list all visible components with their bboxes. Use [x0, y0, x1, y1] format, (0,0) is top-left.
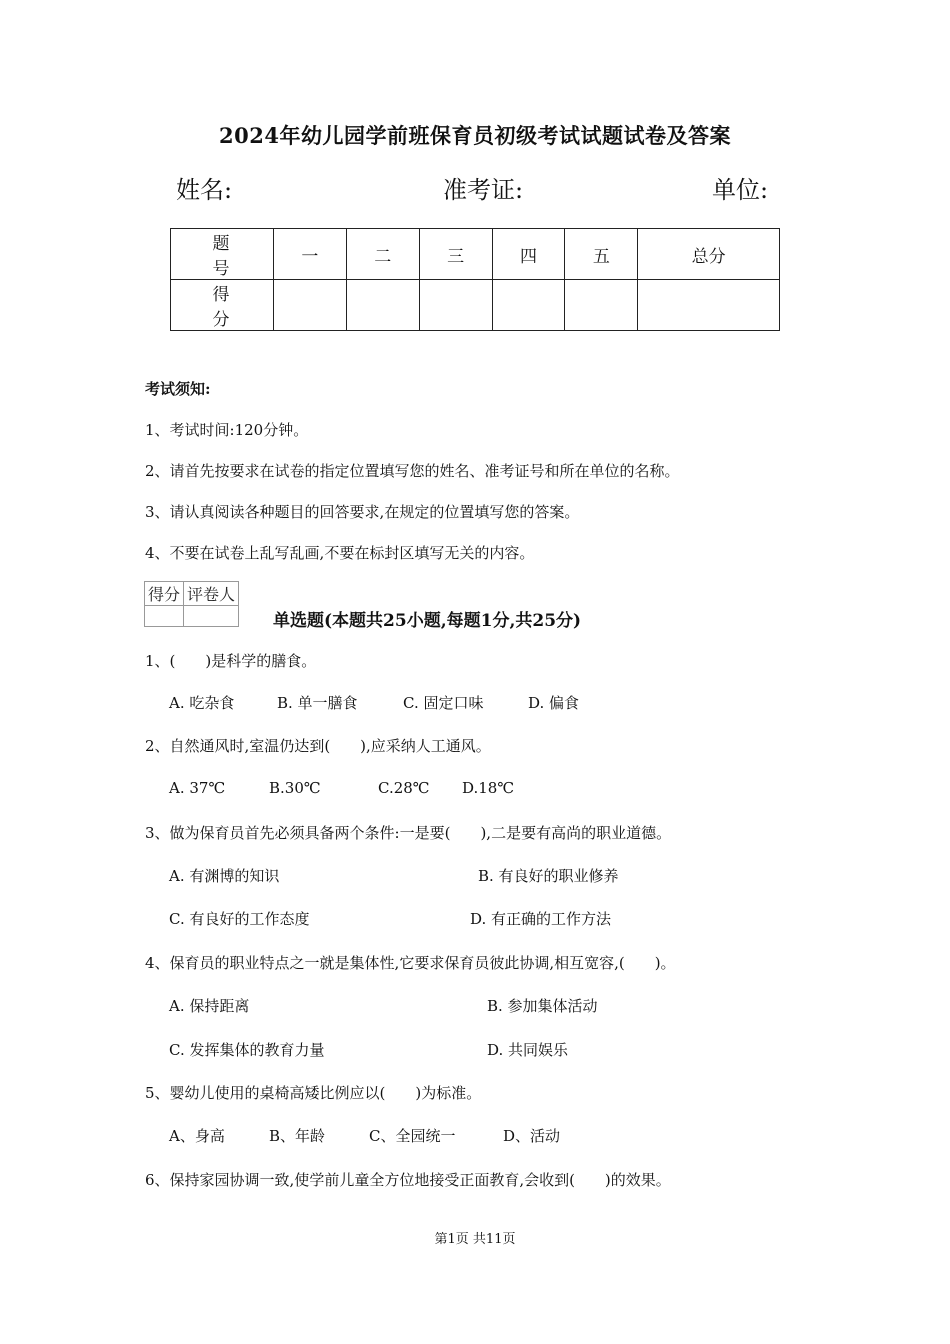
grader-reviewer-label: 评卷人 — [184, 582, 239, 606]
question-option: C. 发挥集体的教育力量 — [169, 1041, 325, 1059]
question-option: B. 单一膳食 — [277, 694, 358, 712]
score-table-header-cell: 总分 — [638, 229, 780, 280]
question-option: C、全园统一 — [369, 1127, 456, 1145]
question-option: A. 37℃ — [169, 779, 226, 797]
notice-item: 3、请认真阅读各种题目的回答要求,在规定的位置填写您的答案。 — [145, 503, 580, 521]
score-cell[interactable] — [274, 280, 347, 331]
score-table-header-cell: 五 — [565, 229, 638, 280]
question-text: 1、( )是科学的膳食。 — [145, 652, 317, 670]
question-text: 4、保育员的职业特点之一就是集体性,它要求保育员彼此协调,相互宽容,( )。 — [145, 954, 676, 972]
notice-title: 考试须知: — [145, 380, 211, 398]
question-option: B、年龄 — [269, 1127, 326, 1145]
question-option: D、活动 — [503, 1127, 561, 1145]
question-option: B. 有良好的职业修养 — [478, 867, 619, 885]
score-table-header-cell: 三 — [419, 229, 492, 280]
question-option: B. 参加集体活动 — [487, 997, 598, 1015]
question-text: 6、保持家园协调一致,使学前儿童全方位地接受正面教育,会收到( )的效果。 — [145, 1171, 671, 1189]
section-title: 单选题(本题共25小题,每题1分,共25分) — [273, 611, 582, 631]
question-option: D. 共同娱乐 — [487, 1041, 569, 1059]
question-option: C. 固定口味 — [403, 694, 484, 712]
question-option: A. 有渊博的知识 — [169, 867, 280, 885]
score-table-header-row — [171, 229, 780, 280]
grader-score-label: 得分 — [145, 582, 184, 606]
question-option: A. 保持距离 — [169, 997, 250, 1015]
question-option: D.18℃ — [462, 779, 515, 797]
score-cell[interactable] — [346, 280, 419, 331]
notice-item: 2、请首先按要求在试卷的指定位置填写您的姓名、准考证号和所在单位的名称。 — [145, 462, 680, 480]
score-table — [170, 228, 780, 331]
name-label: 姓名: — [176, 176, 233, 204]
score-cell[interactable] — [565, 280, 638, 331]
question-text: 2、自然通风时,室温仍达到( ),应采纳人工通风。 — [145, 737, 491, 755]
score-cell[interactable] — [419, 280, 492, 331]
question-text: 5、婴幼儿使用的桌椅高矮比例应以( )为标准。 — [145, 1084, 482, 1102]
document-title: 2024年幼儿园学前班保育员初级考试试题试卷及答案 — [219, 123, 731, 148]
score-table-header-cell: 二 — [346, 229, 419, 280]
question-option: A、身高 — [169, 1127, 225, 1145]
question-option: D. 偏食 — [528, 694, 580, 712]
question-option: B.30℃ — [269, 779, 321, 797]
score-cell[interactable] — [638, 280, 780, 331]
exam-id-label: 准考证: — [443, 176, 524, 204]
score-table-score-row — [171, 280, 780, 331]
score-row-label: 得 分 — [171, 280, 274, 331]
question-text: 3、做为保育员首先必须具备两个条件:一是要( ),二是要有高尚的职业道德。 — [145, 824, 672, 842]
score-table-header-cell: 题 号 — [171, 229, 274, 280]
grader-score-cell[interactable] — [145, 606, 184, 627]
page-footer: 第1页 共11页 — [434, 1232, 516, 1247]
question-option: A. 吃杂食 — [169, 694, 235, 712]
grader-reviewer-cell[interactable] — [184, 606, 239, 627]
score-table-header-cell: 四 — [492, 229, 565, 280]
question-option: C. 有良好的工作态度 — [169, 910, 310, 928]
notice-item: 1、考试时间:120分钟。 — [145, 421, 309, 439]
notice-item: 4、不要在试卷上乱写乱画,不要在标封区填写无关的内容。 — [145, 544, 535, 562]
score-table-header-cell: 一 — [274, 229, 347, 280]
question-option: D. 有正确的工作方法 — [470, 910, 612, 928]
question-option: C.28℃ — [378, 779, 430, 797]
score-cell[interactable] — [492, 280, 565, 331]
unit-label: 单位: — [712, 176, 769, 204]
grader-box — [144, 581, 239, 627]
